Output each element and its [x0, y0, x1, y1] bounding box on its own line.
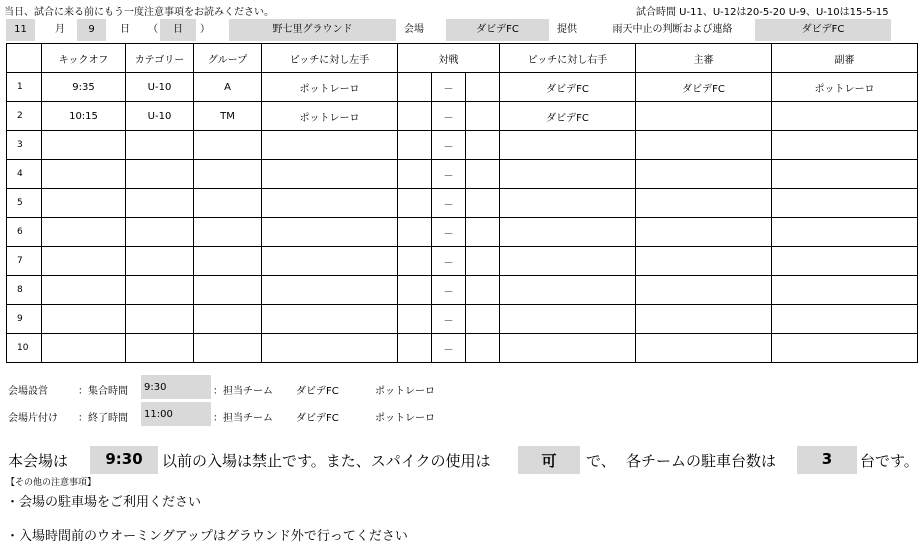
category-cell — [126, 189, 194, 218]
assistant-cell: ポットレーロ — [772, 73, 918, 102]
group-cell — [194, 334, 262, 363]
table-row — [7, 334, 918, 363]
header-category: カテゴリー — [126, 44, 194, 73]
match-right-score — [466, 189, 500, 218]
right-team-cell: ダビデFC — [500, 73, 636, 102]
referee-cell — [636, 189, 772, 218]
match-vs: － — [432, 102, 466, 131]
right-team-cell — [500, 276, 636, 305]
row-number: 9 — [7, 305, 42, 334]
header-assistant: 副審 — [772, 44, 918, 73]
referee-cell — [636, 276, 772, 305]
venue-value: 野七里グラウンド — [229, 19, 396, 41]
other-notes-heading: 【その他の注意事項】 — [6, 478, 97, 488]
match-vs: － — [432, 305, 466, 334]
match-right-score — [466, 73, 500, 102]
category-cell — [126, 218, 194, 247]
header-no — [7, 44, 42, 73]
match-right-score — [466, 160, 500, 189]
paren-open: （ — [148, 24, 158, 35]
match-left-score — [398, 102, 432, 131]
table-row — [7, 160, 918, 189]
group-cell — [194, 305, 262, 334]
table-row — [7, 305, 918, 334]
header-left-team: ピッチに対し左手 — [262, 44, 398, 73]
kickoff-cell — [42, 276, 126, 305]
right-team-cell — [500, 247, 636, 276]
setup-team-label: ：担当チーム — [213, 386, 273, 397]
setup-time-label: ：集合時間 — [78, 386, 128, 397]
assistant-cell — [772, 305, 918, 334]
match-vs: － — [432, 218, 466, 247]
header-referee: 主審 — [636, 44, 772, 73]
referee-cell — [636, 247, 772, 276]
other-note-2: ・入場時間前のウオーミングアップはグラウンド外で行ってください — [6, 529, 408, 544]
day-value: 9 — [77, 19, 106, 41]
assistant-cell — [772, 160, 918, 189]
table-row — [7, 102, 918, 131]
table-row — [7, 218, 918, 247]
match-right-score — [466, 276, 500, 305]
table-row — [7, 189, 918, 218]
kickoff-cell — [42, 218, 126, 247]
cleanup-time: 11:00 — [144, 409, 173, 420]
match-left-score — [398, 73, 432, 102]
match-left-score — [398, 305, 432, 334]
category-cell — [126, 247, 194, 276]
kickoff-cell: 9:35 — [42, 73, 126, 102]
match-vs: － — [432, 189, 466, 218]
category-cell — [126, 160, 194, 189]
table-row — [7, 131, 918, 160]
group-cell — [194, 218, 262, 247]
group-cell — [194, 189, 262, 218]
setup-team-2: ポットレーロ — [375, 386, 435, 397]
match-left-score — [398, 131, 432, 160]
table-row — [7, 276, 918, 305]
row-number: 7 — [7, 247, 42, 276]
match-left-score — [398, 218, 432, 247]
group-cell — [194, 276, 262, 305]
table-row — [7, 247, 918, 276]
rain-contact-value: ダビデFC — [755, 19, 891, 41]
day-unit: 日 — [120, 24, 130, 35]
group-cell: A — [194, 73, 262, 102]
rule-text-4: 各チームの駐車台数は — [626, 452, 777, 470]
assistant-cell — [772, 218, 918, 247]
schedule-header — [6, 19, 917, 41]
match-vs: － — [432, 247, 466, 276]
left-team-cell — [262, 160, 398, 189]
referee-cell — [636, 218, 772, 247]
provider-label: 提供 — [557, 24, 577, 35]
rule-text-5: 台です。 — [860, 452, 919, 470]
assistant-cell — [772, 102, 918, 131]
assistant-cell — [772, 131, 918, 160]
table-row — [7, 73, 918, 102]
category-cell: U-10 — [126, 102, 194, 131]
match-right-score — [466, 218, 500, 247]
category-cell — [126, 276, 194, 305]
kickoff-cell — [42, 334, 126, 363]
category-cell — [126, 131, 194, 160]
row-number: 3 — [7, 131, 42, 160]
match-left-score — [398, 189, 432, 218]
setup-team-1: ダビデFC — [296, 386, 339, 397]
rule-text-2: 以前の入場は禁止です。また、スパイクの使用は — [162, 452, 491, 470]
cleanup-label: 会場片付け — [8, 413, 58, 424]
row-number: 10 — [7, 334, 42, 363]
month-value: 11 — [6, 19, 35, 41]
provider-value: ダビデFC — [446, 19, 549, 41]
kickoff-cell — [42, 189, 126, 218]
row-number: 8 — [7, 276, 42, 305]
other-note-1: ・会場の駐車場をご利用ください — [6, 495, 202, 510]
left-team-cell — [262, 305, 398, 334]
referee-cell — [636, 160, 772, 189]
category-cell — [126, 305, 194, 334]
left-team-cell — [262, 276, 398, 305]
assistant-cell — [772, 334, 918, 363]
weekday-value: 日 — [160, 19, 196, 41]
match-left-score — [398, 247, 432, 276]
match-right-score — [466, 102, 500, 131]
match-vs: － — [432, 73, 466, 102]
top-note-right: 試合時間 U-11、U-12は20-5-20 U-9、U-10は15-5-15 — [636, 7, 889, 18]
right-team-cell: ダビデFC — [500, 102, 636, 131]
right-team-cell — [500, 218, 636, 247]
left-team-cell — [262, 218, 398, 247]
right-team-cell — [500, 131, 636, 160]
row-number: 2 — [7, 102, 42, 131]
rule-text-1: 本会場は — [8, 452, 69, 470]
rule-text-3: で、 — [586, 452, 616, 470]
referee-cell: ダビデFC — [636, 73, 772, 102]
left-team-cell: ポットレーロ — [262, 73, 398, 102]
row-number: 6 — [7, 218, 42, 247]
month-unit: 月 — [55, 24, 65, 35]
kickoff-cell — [42, 131, 126, 160]
category-cell: U-10 — [126, 73, 194, 102]
referee-cell — [636, 334, 772, 363]
header-group: グループ — [194, 44, 262, 73]
top-note-left: 当日、試合に来る前にもう一度注意事項をお読みください。 — [4, 7, 274, 18]
header-right-team: ピッチに対し右手 — [500, 44, 636, 73]
right-team-cell — [500, 334, 636, 363]
group-cell — [194, 131, 262, 160]
row-number: 5 — [7, 189, 42, 218]
kickoff-cell — [42, 247, 126, 276]
header-kickoff: キックオフ — [42, 44, 126, 73]
row-number: 1 — [7, 73, 42, 102]
assistant-cell — [772, 276, 918, 305]
left-team-cell — [262, 334, 398, 363]
right-team-cell — [500, 305, 636, 334]
spike-value: 可 — [541, 452, 557, 470]
match-vs: － — [432, 276, 466, 305]
left-team-cell — [262, 131, 398, 160]
header-match: 対戦 — [398, 44, 500, 73]
schedule-table — [6, 43, 918, 363]
referee-cell — [636, 102, 772, 131]
entry-time: 9:30 — [105, 450, 143, 468]
left-team-cell: ポットレーロ — [262, 102, 398, 131]
paren-close: ） — [200, 24, 210, 35]
match-vs: － — [432, 334, 466, 363]
match-right-score — [466, 247, 500, 276]
match-right-score — [466, 305, 500, 334]
category-cell — [126, 334, 194, 363]
right-team-cell — [500, 189, 636, 218]
kickoff-cell — [42, 160, 126, 189]
assistant-cell — [772, 247, 918, 276]
referee-cell — [636, 305, 772, 334]
kickoff-cell: 10:15 — [42, 102, 126, 131]
cleanup-team-label: ：担当チーム — [213, 413, 273, 424]
match-right-score — [466, 334, 500, 363]
cleanup-team-2: ポットレーロ — [375, 413, 435, 424]
left-team-cell — [262, 189, 398, 218]
venue-label: 会場 — [404, 24, 424, 35]
left-team-cell — [262, 247, 398, 276]
group-cell — [194, 247, 262, 276]
cleanup-team-1: ダビデFC — [296, 413, 339, 424]
cleanup-time-label: ：終了時間 — [78, 413, 128, 424]
referee-cell — [636, 131, 772, 160]
kickoff-cell — [42, 305, 126, 334]
table-header-row — [7, 44, 918, 73]
assistant-cell — [772, 189, 918, 218]
group-cell: TM — [194, 102, 262, 131]
group-cell — [194, 160, 262, 189]
match-left-score — [398, 334, 432, 363]
match-vs: － — [432, 160, 466, 189]
parking-value: 3 — [821, 450, 833, 468]
rain-label: 雨天中止の判断および連絡 — [612, 24, 733, 35]
match-left-score — [398, 160, 432, 189]
match-right-score — [466, 131, 500, 160]
row-number: 4 — [7, 160, 42, 189]
right-team-cell — [500, 160, 636, 189]
setup-time: 9:30 — [144, 382, 167, 393]
match-left-score — [398, 276, 432, 305]
setup-label: 会場設営 — [8, 386, 48, 397]
match-vs: － — [432, 131, 466, 160]
